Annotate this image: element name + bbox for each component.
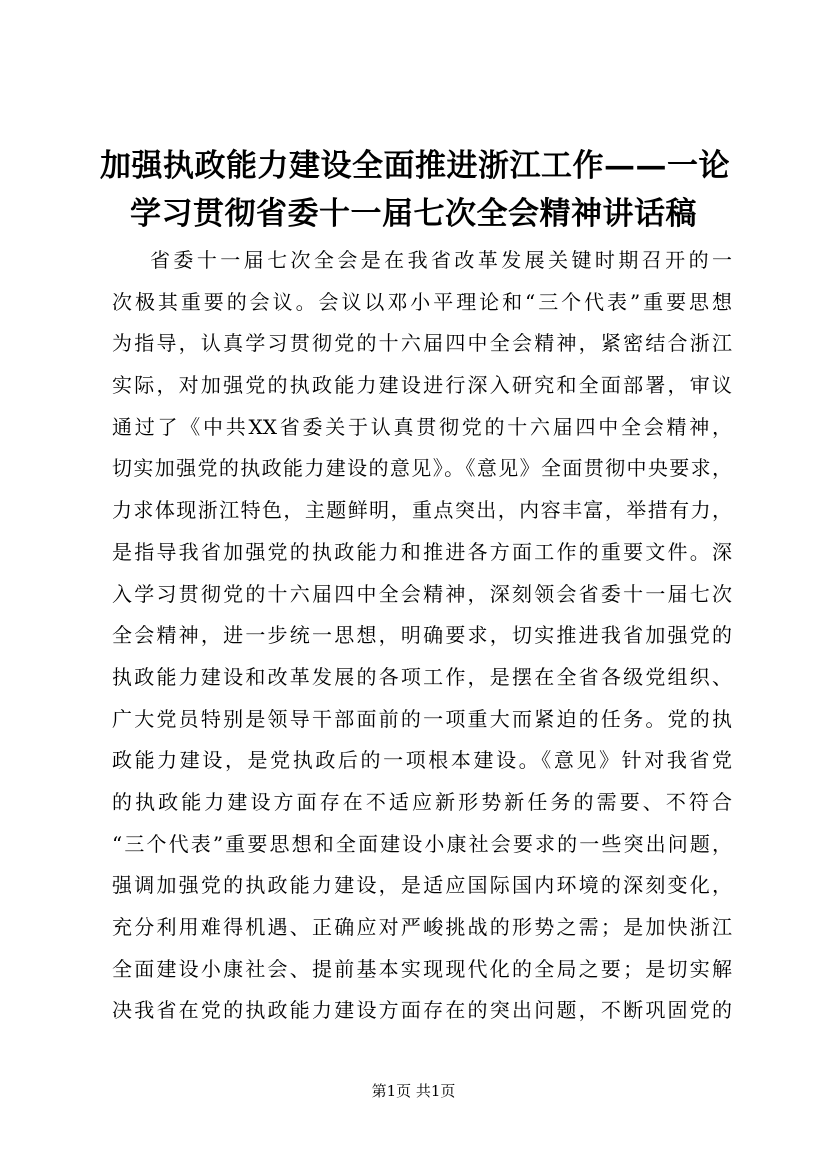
body-line: 实际，对加强党的执政能力建设进行深入研究和全面部署，审议 [112, 373, 732, 398]
body-line: 决我省在党的执政能力建设方面存在的突出问题，不断巩固党的 [112, 998, 732, 1023]
body-line: 为指导，认真学习贯彻党的十六届四中全会精神，紧密结合浙江 [112, 331, 732, 356]
body-line: 次极其重要的会议。会议以邓小平理论和“三个代表”重要思想 [112, 289, 732, 314]
body-line: 是指导我省加强党的执政能力和推进各方面工作的重要文件。深 [112, 539, 732, 564]
body-line: 全会精神，进一步统一思想，明确要求，切实推进我省加强党的 [112, 623, 732, 648]
page-footer: 第1页 共1页 [371, 1082, 456, 1100]
body-line: 入学习贯彻党的十六届四中全会精神，深刻领会省委十一届七次 [112, 581, 732, 606]
body-line: 通过了《中共XX省委关于认真贯彻党的十六届四中全会精神， [112, 414, 732, 439]
body-line: “三个代表”重要思想和全面建设小康社会要求的一些突出问题， [112, 831, 732, 856]
body-line: 力求体现浙江特色，主题鲜明，重点突出，内容丰富，举措有力， [112, 498, 732, 523]
body-line: 充分利用难得机遇、正确应对严峻挑战的形势之需；是加快浙江 [112, 915, 732, 939]
title-line: 加强执政能力建设全面推进浙江工作——一论 [100, 148, 730, 184]
body-line: 切实加强党的执政能力建设的意见》。《意见》全面贯彻中央要求， [112, 456, 732, 481]
body-line: 执政能力建设和改革发展的各项工作，是摆在全省各级党组织、 [112, 664, 732, 689]
body-line: 强调加强党的执政能力建设，是适应国际国内环境的深刻变化， [112, 873, 732, 898]
body-line: 政能力建设，是党执政后的一项根本建设。《意见》针对我省党 [112, 748, 732, 773]
body-line: 全面建设小康社会、提前基本实现现代化的全局之要；是切实解 [112, 956, 732, 981]
body-line: 的执政能力建设方面存在不适应新形势新任务的需要、不符合 [112, 789, 732, 814]
document-title [100, 142, 730, 238]
body-paragraph [112, 240, 732, 1032]
title-line: 学习贯彻省委十一届七次全会精神讲话稿 [130, 196, 697, 232]
body-line: 广大党员特别是领导干部面前的一项重大而紧迫的任务。党的执 [112, 706, 732, 731]
body-line: 省委十一届七次全会是在我省改革发展关键时期召开的一 [150, 248, 732, 272]
